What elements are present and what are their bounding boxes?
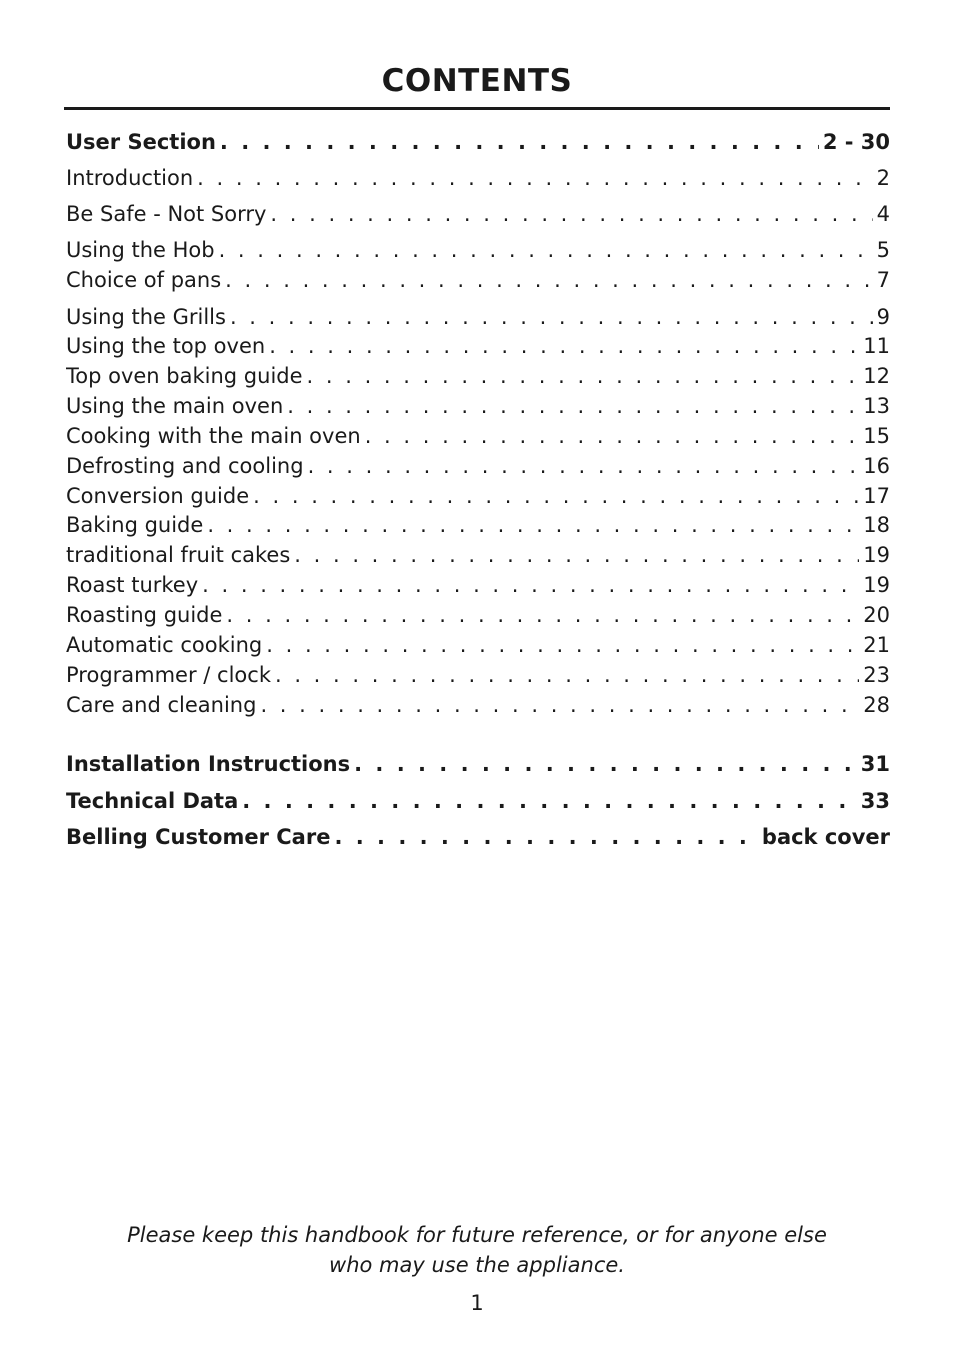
toc-entry-page: 2: [876, 166, 890, 190]
toc-dot-leader: [287, 391, 859, 421]
toc-entry-label: Defrosting and cooling: [66, 454, 304, 478]
toc-entry-page: 13: [863, 394, 890, 418]
toc-entry: [66, 481, 890, 511]
toc-dot-leader: [202, 570, 859, 600]
toc-entry: [66, 421, 890, 451]
toc-entry-page: 31: [860, 752, 890, 776]
toc-entry-page: 12: [863, 364, 890, 388]
toc-entry-label: traditional fruit cakes: [66, 543, 291, 567]
toc-entry-label: Introduction: [66, 166, 194, 190]
toc-entry-page: 16: [863, 454, 890, 478]
toc-entry: [66, 660, 890, 690]
toc-entry-label: Conversion guide: [66, 484, 250, 508]
toc-entry-page: 4: [876, 202, 890, 226]
toc-entry: [66, 265, 890, 295]
toc-dot-leader: [270, 199, 872, 229]
toc-entry: [66, 540, 890, 570]
toc-entry-page: 20: [863, 603, 890, 627]
toc-dot-leader: [260, 690, 859, 720]
toc-entry-label: Programmer / clock: [66, 663, 271, 687]
toc-entry-page: 11: [863, 334, 890, 358]
toc-dot-leader: [307, 361, 860, 391]
toc-entry-page: 15: [863, 424, 890, 448]
toc-entry-label: Baking guide: [66, 513, 204, 537]
toc-dot-leader: [294, 540, 859, 570]
toc-entry-label: Installation Instructions: [66, 752, 351, 776]
toc-dot-leader: [275, 660, 859, 690]
toc-dot-leader: [226, 600, 859, 630]
toc-entry-label: Using the Grills: [66, 305, 226, 329]
toc-dot-leader: [207, 510, 859, 540]
toc-entry: [66, 630, 890, 660]
toc-entry-page: 17: [863, 484, 890, 508]
toc-dot-leader: [242, 786, 857, 816]
toc-entry-page: 28: [863, 693, 890, 717]
toc-entry-label: Belling Customer Care: [66, 825, 331, 849]
toc-entry: [66, 331, 890, 361]
toc-dot-leader: [225, 265, 872, 295]
toc-dot-leader: [365, 421, 860, 451]
toc-entry-label: Be Safe - Not Sorry: [66, 202, 267, 226]
toc-entry: [66, 391, 890, 421]
toc-entry-label: Choice of pans: [66, 268, 222, 292]
toc-entry: [66, 127, 890, 157]
toc-dot-leader: [219, 235, 873, 265]
toc-entry-label: Care and cleaning: [66, 693, 257, 717]
toc-entry-label: Roasting guide: [66, 603, 223, 627]
toc-entry-page: 21: [863, 633, 890, 657]
toc-dot-leader: [220, 127, 819, 157]
toc-entry: [66, 199, 890, 229]
toc-entry-page: 9: [876, 305, 890, 329]
toc-entry-page: 19: [863, 573, 890, 597]
toc-entry: [66, 235, 890, 265]
footer-note-line-2: who may use the appliance.: [329, 1253, 625, 1277]
toc-dot-leader: [266, 630, 859, 660]
toc-entry: [66, 570, 890, 600]
toc-entry-label: Top oven baking guide: [66, 364, 303, 388]
toc-entry: [66, 786, 890, 816]
toc-entry-page: 23: [863, 663, 890, 687]
toc-entry-page: 33: [860, 789, 890, 813]
toc-dot-leader: [253, 481, 859, 511]
toc-entry-page: 5: [876, 238, 890, 262]
toc-entry: [66, 302, 890, 332]
toc-dot-leader: [354, 749, 857, 779]
toc-dot-leader: [269, 331, 859, 361]
toc-entry: [66, 361, 890, 391]
toc-entry: [66, 510, 890, 540]
title-divider: [64, 107, 890, 110]
toc-entry-label: Automatic cooking: [66, 633, 263, 657]
toc-entry: [66, 451, 890, 481]
toc-entry-label: Technical Data: [66, 789, 239, 813]
page-title: CONTENTS: [381, 63, 573, 99]
toc-entry-page: 2 - 30: [822, 130, 890, 154]
toc-entry: [66, 600, 890, 630]
toc-entry-label: Using the top oven: [66, 334, 266, 358]
toc-entry-page: 19: [863, 543, 890, 567]
toc-entry: [66, 822, 890, 852]
toc-entry-label: Cooking with the main oven: [66, 424, 361, 448]
footer-note-line-1: Please keep this handbook for future reference, or for anyone else: [127, 1223, 827, 1247]
toc-dot-leader: [308, 451, 860, 481]
toc-entry-label: Using the main oven: [66, 394, 284, 418]
toc-dot-leader: [197, 163, 872, 193]
toc-entry: [66, 690, 890, 720]
toc-entry: [66, 749, 890, 779]
page-number: 1: [470, 1291, 484, 1315]
toc-dot-leader: [334, 822, 757, 852]
toc-entry-page: back cover: [761, 825, 890, 849]
toc-entry-label: User Section: [66, 130, 216, 154]
toc-entry-page: 7: [876, 268, 890, 292]
toc-entry-page: 18: [863, 513, 890, 537]
toc-entry: [66, 163, 890, 193]
toc-dot-leader: [230, 302, 873, 332]
toc-entry-label: Roast turkey: [66, 573, 199, 597]
toc-entry-label: Using the Hob: [66, 238, 215, 262]
